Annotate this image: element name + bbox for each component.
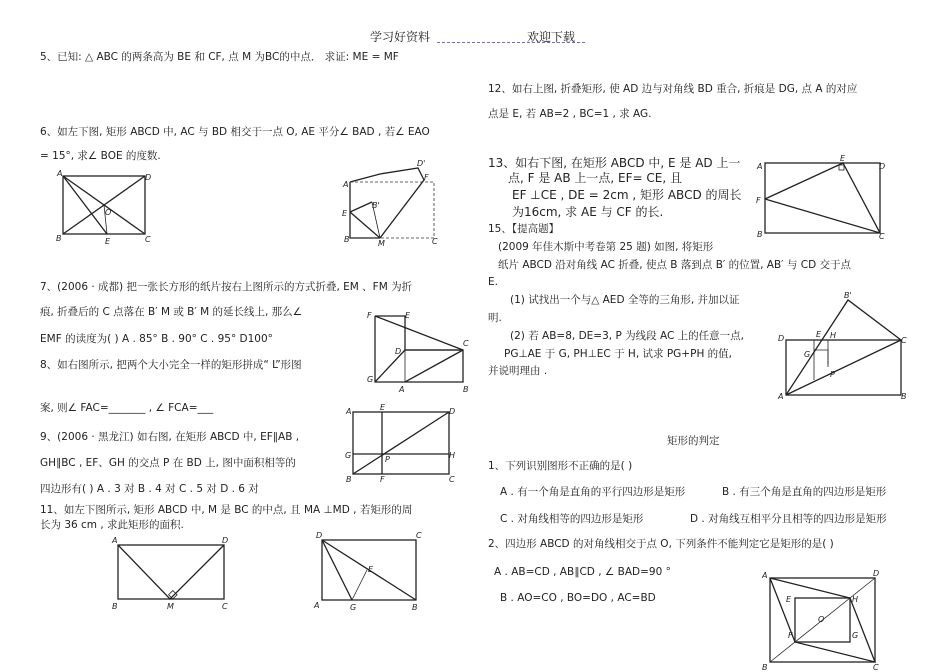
svg-text:E: E xyxy=(105,237,111,246)
svg-text:M: M xyxy=(167,602,174,611)
q12-figure xyxy=(312,532,432,612)
svg-text:B': B' xyxy=(844,291,852,300)
header-right: 欢迎下载 xyxy=(527,30,576,44)
svg-text:A: A xyxy=(112,536,118,545)
svg-text:H: H xyxy=(449,451,456,460)
section-title: 矩形的判定 xyxy=(667,435,720,447)
header-left: 学习好资料 xyxy=(370,30,431,44)
r1-option-a: A . 有一个角是直角的平行四边形是矩形 xyxy=(500,486,686,498)
svg-text:E: E xyxy=(840,154,846,163)
svg-text:D: D xyxy=(316,531,323,540)
svg-text:F: F xyxy=(380,475,385,484)
svg-text:A: A xyxy=(762,571,768,580)
svg-text:O: O xyxy=(105,208,112,217)
q13-line3: EF ⊥CE , DE = 2cm , 矩形 ABCD 的周长 xyxy=(512,188,742,202)
svg-text:D: D xyxy=(879,162,886,171)
q9-line3: 四边形有( ) A . 3 对 B . 4 对 C . 5 对 D . 6 对 xyxy=(40,483,259,495)
q13-line1: 13、如右下图, 在矩形 ABCD 中, E 是 AD 上一 xyxy=(488,156,741,170)
r2-figure xyxy=(760,570,885,672)
svg-text:A: A xyxy=(314,601,320,610)
svg-text:B: B xyxy=(463,385,469,394)
r1-option-d: D . 对角线互相平分且相等的四边形是矩形 xyxy=(690,513,887,525)
svg-text:E: E xyxy=(380,403,386,412)
q9-line2: GH∥BC , EF、GH 的交点 P 在 BD 上, 图中面积相等的 xyxy=(40,457,296,469)
r1-question: 1、下列识别图形不正确的是( ) xyxy=(488,460,633,472)
svg-text:F: F xyxy=(367,311,372,320)
svg-text:C: C xyxy=(449,475,455,484)
svg-text:O: O xyxy=(818,615,825,624)
q13-line2: 点, F 是 AB 上一点, EF= CE, 且 xyxy=(508,171,682,185)
svg-text:C: C xyxy=(463,339,469,348)
svg-text:G: G xyxy=(804,350,811,359)
svg-text:B: B xyxy=(112,602,118,611)
svg-text:B: B xyxy=(901,392,907,401)
q15-title: 15、【提高题】 xyxy=(488,223,560,235)
svg-text:G: G xyxy=(350,603,357,612)
r2-option-a: A . AB=CD , AB∥CD , ∠ BAD=90 ° xyxy=(494,566,671,578)
svg-text:C: C xyxy=(145,235,151,244)
q5-text: 5、已知: △ ABC 的两条高为 BE 和 CF, 点 M 为BC的中点． 求证: ME = MF xyxy=(40,51,399,63)
r2-question: 2、四边形 ABCD 的对角线相交于点 O, 下列条件不能判定它是矩形的是( ) xyxy=(488,538,834,550)
q12-line1: 12、如右上图, 折叠矩形, 使 AD 边与对角线 BD 重合, 折痕是 DG, 点 A 的对应 xyxy=(488,83,858,95)
svg-text:M: M xyxy=(378,239,385,248)
q15-figure xyxy=(778,291,913,401)
q8-line1: 8、如右图所示, 把两个大小完全一样的矩形拼成“ L”形图 xyxy=(40,359,302,371)
svg-text:A: A xyxy=(778,392,784,401)
svg-text:F: F xyxy=(424,173,429,182)
svg-text:A: A xyxy=(757,162,763,171)
q6-line2: = 15°, 求∠ BOE 的度数. xyxy=(40,150,161,162)
q15-line3: E. xyxy=(488,276,498,288)
svg-text:E: E xyxy=(816,330,822,339)
q7-line1: 7、(2006 · 成都) 把一张长方形的纸片按右上图所示的方式折叠, EM 、FM 为折 xyxy=(40,281,413,293)
q15-line5: 明. xyxy=(488,312,502,324)
svg-text:P: P xyxy=(830,370,835,379)
svg-text:F: F xyxy=(788,631,793,640)
svg-text:B: B xyxy=(346,475,352,484)
svg-text:A: A xyxy=(346,407,352,416)
svg-text:H: H xyxy=(830,331,837,340)
svg-text:E: E xyxy=(342,209,348,218)
q15-line1: (2009 年佳木斯中考卷第 25 题) 如图, 将矩形 xyxy=(498,241,714,253)
svg-text:D: D xyxy=(395,347,402,356)
svg-text:G: G xyxy=(852,631,859,640)
r2-option-b: B . AO=CO , BO=DO , AC=BD xyxy=(500,592,656,604)
svg-text:F: F xyxy=(756,196,761,205)
svg-text:A: A xyxy=(399,385,405,394)
svg-text:D: D xyxy=(449,407,456,416)
q15-line8: 并说明理由 . xyxy=(488,365,548,377)
q8-line2: 案, 则∠ FAC=_______ , ∠ FCA=___ xyxy=(40,402,214,414)
svg-text:B: B xyxy=(757,230,763,239)
svg-text:P: P xyxy=(385,455,390,464)
svg-text:E: E xyxy=(786,595,792,604)
q11-line2: 长为 36 cm , 求此矩形的面积. xyxy=(40,519,184,531)
svg-text:C: C xyxy=(432,237,438,246)
q13-line4: 为16cm, 求 AE 与 CF 的长. xyxy=(512,205,664,219)
q7-line3: EMF 的读度为( ) A . 85° B . 90° C . 95° D100° xyxy=(40,333,273,345)
q6-line1: 6、如左下图, 矩形 ABCD 中, AC 与 BD 相交于一点 O, AE 平分∠ BAD , 若∠ EAO xyxy=(40,126,430,138)
svg-text:B: B xyxy=(412,603,418,612)
svg-text:B: B xyxy=(344,235,350,244)
q15-line6: (2) 若 AB=8, DE=3, P 为线段 AC 上的任意一点, xyxy=(510,330,744,342)
svg-text:H: H xyxy=(852,595,859,604)
q9-figure xyxy=(345,404,460,484)
svg-text:E: E xyxy=(368,565,374,574)
q7-figure xyxy=(342,159,442,248)
svg-text:B: B xyxy=(56,234,62,243)
q7-line2: 痕, 折叠后的 C 点落在 B′ M 或 B′ M 的延长线上, 那么∠ xyxy=(40,306,303,318)
svg-text:D: D xyxy=(145,173,152,182)
svg-text:E: E xyxy=(405,311,411,320)
q6-figure xyxy=(55,170,155,245)
svg-text:B': B' xyxy=(372,201,380,210)
svg-text:C: C xyxy=(222,602,228,611)
q9-line1: 9、(2006 · 黑龙江) 如右图, 在矩形 ABCD 中, EF∥AB , xyxy=(40,431,300,443)
q11-figure xyxy=(110,535,235,615)
svg-text:C: C xyxy=(873,663,879,672)
q8-figure xyxy=(365,310,470,395)
svg-text:D': D' xyxy=(417,159,426,168)
svg-text:D: D xyxy=(873,569,880,578)
header-underline xyxy=(437,42,585,43)
q15-line4: (1) 试找出一个与△ AED 全等的三角形, 并加以证 xyxy=(510,294,740,306)
q12-line2: 点是 E, 若 AB=2 , BC=1 , 求 AG. xyxy=(488,108,652,120)
r1-option-b: B . 有三个角是直角的四边形是矩形 xyxy=(722,486,887,498)
svg-text:A: A xyxy=(343,180,349,189)
r1-option-c: C . 对角线相等的四边形是矩形 xyxy=(500,513,644,525)
svg-text:D: D xyxy=(778,334,785,343)
q15-line2: 纸片 ABCD 沿对角线 AC 折叠, 使点 B 落到点 B′ 的位置, AB′ 与 CD 交于点 xyxy=(498,259,851,271)
svg-text:C: C xyxy=(879,232,885,241)
svg-text:G: G xyxy=(345,451,352,460)
q15-line7: PG⊥AE 于 G, PH⊥EC 于 H, 试求 PG+PH 的值, xyxy=(504,348,733,360)
q11-line1: 11、如左下图所示, 矩形 ABCD 中, M 是 BC 的中点, 且 MA ⊥MD , 若矩形的周 xyxy=(40,504,413,516)
svg-text:D: D xyxy=(222,536,229,545)
svg-text:A: A xyxy=(57,169,63,178)
svg-text:B: B xyxy=(762,663,768,672)
svg-text:G: G xyxy=(367,375,374,384)
q13-figure xyxy=(755,155,890,240)
svg-text:C: C xyxy=(901,336,907,345)
svg-text:C: C xyxy=(416,531,422,540)
